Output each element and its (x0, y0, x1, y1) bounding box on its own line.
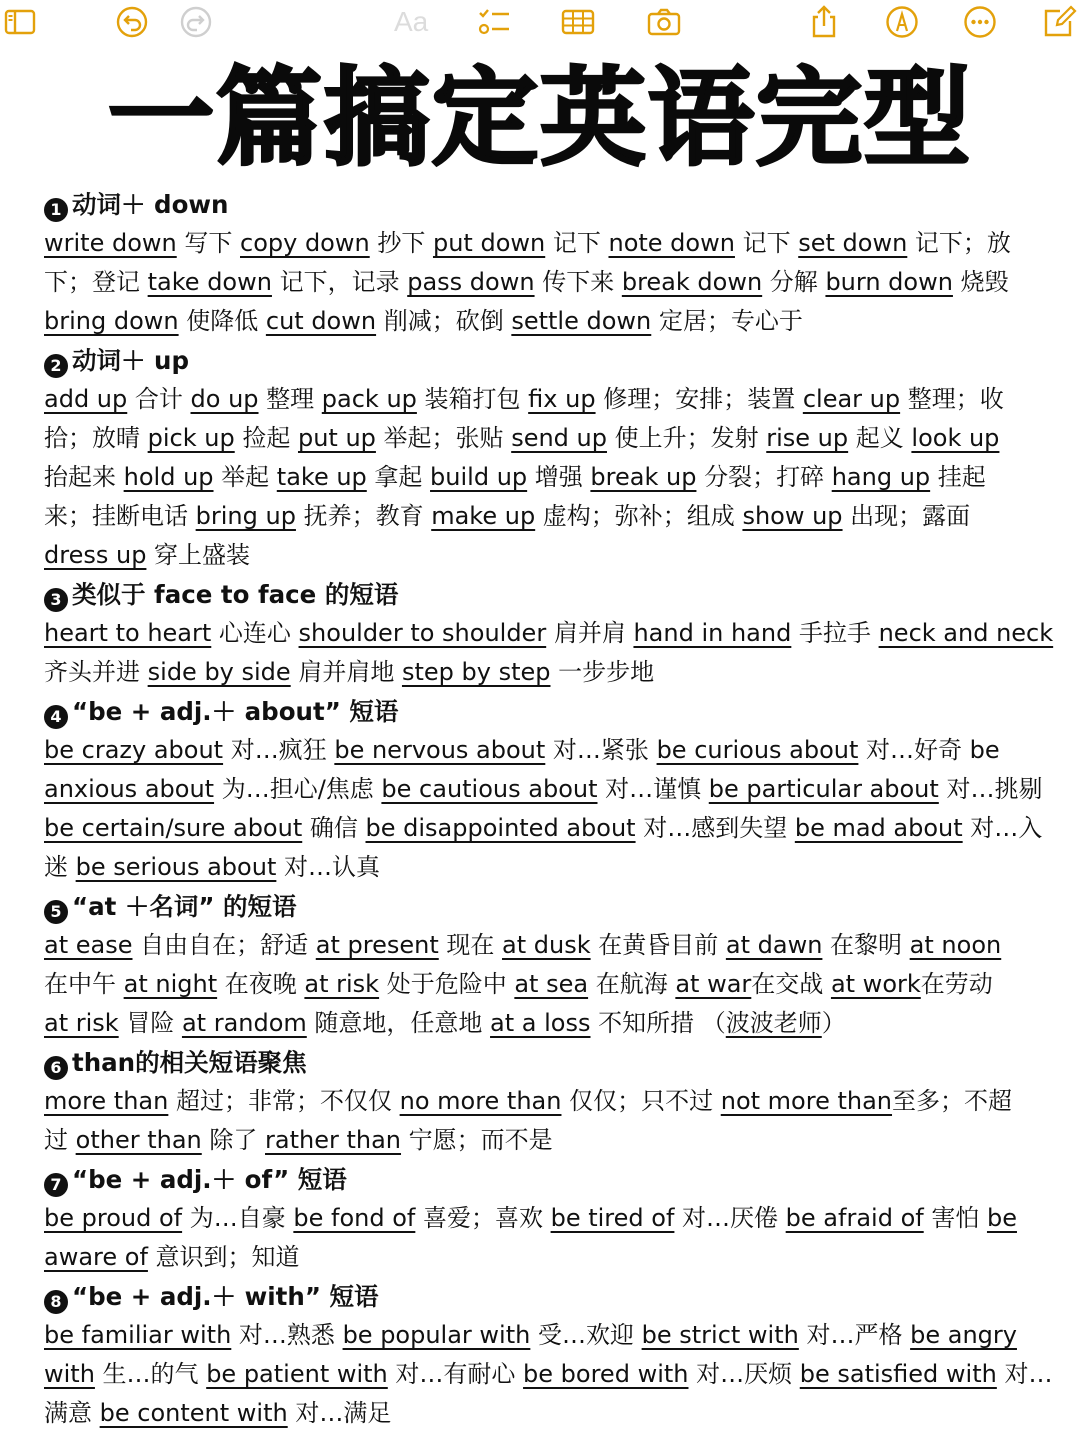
phrase-meaning: 齐头并进 (44, 658, 148, 686)
phrase-line (44, 809, 1044, 848)
phrase-term: take down (147, 268, 272, 296)
phrase-meaning: 为…自豪 (182, 1204, 294, 1232)
phrase-term: at sea (514, 970, 589, 998)
phrase-meaning: 除了 (201, 1126, 266, 1154)
phrase-line (44, 1004, 1044, 1043)
phrase-meaning: 记下 (734, 229, 799, 257)
undo-icon[interactable] (114, 4, 150, 40)
phrase-term: at war (675, 970, 752, 998)
phrase-term: be tired of (550, 1204, 675, 1232)
phrase-meaning: 传下来 (534, 268, 622, 296)
section-heading-text: “be + adj.＋ with” 短语 (72, 1282, 379, 1311)
phrase-meaning: ） (821, 1009, 846, 1037)
phrase-meaning: 喜爱；喜欢 (415, 1204, 551, 1232)
phrase-term: rather than (265, 1126, 402, 1154)
phrase-term: clear up (802, 385, 901, 413)
phrase-meaning: 对…熟悉 (231, 1321, 343, 1349)
phrase-meaning: 抚养；教育 (295, 502, 432, 530)
section-heading (44, 1277, 1044, 1316)
notes-toolbar (0, 0, 1080, 46)
phrase-term: 波波老师 (725, 1009, 822, 1037)
phrase-term: burn down (825, 268, 953, 296)
phrase-meaning: 记下；放 (907, 229, 1011, 257)
phrase-meaning: 抬起来 (44, 463, 124, 491)
phrase-meaning: 整理 (258, 385, 322, 413)
phrase-term: hang up (831, 463, 931, 491)
phrase-term: hand in hand (633, 619, 792, 647)
phrase-term: break up (590, 463, 697, 491)
phrase-meaning: 在中午 (44, 970, 124, 998)
phrase-term: be fond of (293, 1204, 416, 1232)
phrase-meaning: 一步步地 (550, 658, 655, 686)
phrase-meaning: 不知所措 （ (590, 1009, 726, 1037)
phrase-line (44, 653, 1044, 692)
phrase-term: bring down (44, 307, 179, 335)
phrase-term: at dusk (502, 931, 591, 959)
phrase-line (44, 1394, 1044, 1433)
phrase-meaning: 在黄昏目前 (590, 931, 726, 959)
phrase-term: look up (911, 424, 1000, 452)
phrase-term: at a loss (490, 1009, 591, 1037)
phrase-meaning: 冒险 (118, 1009, 182, 1037)
phrase-meaning: 削减；砍倒 (376, 307, 512, 335)
phrase-meaning: 在交战 (751, 970, 831, 998)
section-heading-text: “at ＋名词” 的短语 (72, 892, 297, 921)
phrase-term: no more than (399, 1087, 562, 1115)
phrase-term: build up (430, 463, 528, 491)
phrase-meaning: 迷 (44, 853, 76, 881)
phrase-meaning: 举起 (213, 463, 277, 491)
phrase-line (44, 965, 1044, 1004)
phrase-term: rise up (766, 424, 849, 452)
sidebar-icon[interactable] (2, 4, 38, 40)
section-heading-text: 动词＋ up (72, 346, 190, 375)
phrase-meaning: 在黎明 (822, 931, 910, 959)
phrase-meaning: 对…紧张 (545, 736, 657, 764)
phrase-term: at dawn (725, 931, 823, 959)
phrase-term: aware of (44, 1243, 148, 1271)
section-heading (44, 575, 1044, 614)
section-heading (44, 1043, 1044, 1082)
phrase-term: with (44, 1360, 95, 1388)
phrase-term: make up (431, 502, 536, 530)
phrase-term: at present (315, 931, 439, 959)
phrase-meaning: 生…的气 (94, 1360, 207, 1388)
phrase-term: write down (44, 229, 177, 257)
phrase-meaning: 下；登记 (44, 268, 148, 296)
phrase-term: cut down (265, 307, 377, 335)
phrase-meaning: 抄下 (369, 229, 433, 257)
phrase-term: take up (276, 463, 367, 491)
phrase-line (44, 419, 1044, 458)
phrase-line (44, 614, 1054, 653)
phrase-meaning: 心连心 (211, 619, 299, 647)
phrase-line (44, 770, 1044, 809)
phrase-meaning: 记下，记录 (271, 268, 408, 296)
phrase-meaning: 为…担心/焦虑 (214, 775, 382, 803)
section-heading (44, 692, 1044, 731)
phrase-term: put up (297, 424, 376, 452)
phrase-meaning: 捡起 (234, 424, 298, 452)
section-number-badge: 1 (44, 198, 68, 222)
phrase-meaning: 对…有耐心 (387, 1360, 524, 1388)
phrase-meaning: 虚构；弥补；组成 (535, 502, 743, 530)
phrase-term: be familiar with (44, 1321, 232, 1349)
phrase-meaning: 对…挑剔 (938, 775, 1043, 803)
phrase-term: be content with (99, 1399, 288, 1427)
phrase-meaning: 记下 (545, 229, 609, 257)
phrase-line (44, 536, 1044, 575)
checklist-icon[interactable] (476, 4, 512, 40)
phrase-meaning: 对…谨慎 (597, 775, 709, 803)
phrase-term: be crazy about (44, 736, 224, 764)
phrase-term: pack up (321, 385, 417, 413)
phrase-meaning: 仅仅；只不过 (561, 1087, 721, 1115)
phrase-term: show up (742, 502, 843, 530)
phrase-meaning: 肩并肩地 (290, 658, 402, 686)
phrase-term: add up (44, 385, 128, 413)
phrase-meaning: 使降低 (178, 307, 266, 335)
phrase-term: be patient with (206, 1360, 388, 1388)
phrase-term: be particular about (708, 775, 939, 803)
phrase-meaning: 在航海 (588, 970, 676, 998)
phrase-meaning: 挂起 (930, 463, 986, 491)
phrase-meaning: 至多；不超 (892, 1087, 1013, 1115)
phrase-meaning: 分裂；打碎 (696, 463, 832, 491)
phrase-term: be serious about (75, 853, 277, 881)
phrase-term: step by step (401, 658, 551, 686)
phrase-term: be nervous about (334, 736, 546, 764)
phrase-term: be (986, 1204, 1017, 1232)
phrase-meaning: 穿上盛装 (146, 541, 251, 569)
phrase-meaning: 对… (996, 1360, 1053, 1388)
phrase-meaning: 起义 (848, 424, 912, 452)
phrase-meaning: 修理；安排；装置 (595, 385, 803, 413)
phrase-meaning: 拾；放晴 (44, 424, 148, 452)
phrase-meaning: 出现；露面 (842, 502, 971, 530)
phrase-meaning: 举起；张贴 (375, 424, 512, 452)
phrase-term: be strict with (641, 1321, 799, 1349)
phrase-term: hold up (123, 463, 214, 491)
phrase-term: be angry (910, 1321, 1017, 1349)
phrase-meaning: 对…认真 (276, 853, 380, 881)
phrase-term: copy down (240, 229, 370, 257)
compose-icon[interactable] (1042, 4, 1078, 40)
phrase-meaning: 意识到；知道 (147, 1243, 300, 1271)
phrase-meaning: 对…厌烦 (688, 1360, 800, 1388)
phrase-term: be mad about (794, 814, 963, 842)
phrase-term: at ease (44, 931, 133, 959)
note-body[interactable] (44, 185, 1054, 1433)
phrase-meaning: 对…疯狂 (223, 736, 335, 764)
share-icon[interactable] (806, 4, 842, 40)
phrase-meaning: 定居；专心于 (651, 307, 803, 335)
phrase-term: be curious about (656, 736, 859, 764)
phrase-line (44, 1316, 1044, 1355)
phrase-term: be disappointed about (365, 814, 636, 842)
section-heading-text: “be + adj.＋ of” 短语 (72, 1165, 347, 1194)
section-number-badge: 2 (44, 354, 68, 378)
phrase-meaning: 害怕 (923, 1204, 987, 1232)
phrase-line (44, 1199, 1044, 1238)
phrase-meaning: 在劳动 (920, 970, 993, 998)
phrase-meaning: 对…厌倦 (674, 1204, 786, 1232)
phrase-meaning: 宁愿；而不是 (401, 1126, 553, 1154)
phrase-line (44, 497, 1044, 536)
redo-icon[interactable] (178, 4, 214, 40)
phrase-term: side by side (147, 658, 291, 686)
section-number-badge: 7 (44, 1173, 68, 1197)
phrase-meaning: 确信 (302, 814, 366, 842)
phrase-meaning: 合计 (127, 385, 191, 413)
phrase-meaning: 自由自在；舒适 (132, 931, 316, 959)
more-icon[interactable] (962, 4, 998, 40)
section-heading-text: 类似于 face to face 的短语 (72, 580, 399, 609)
page-title: 一篇搞定英语完型 (108, 57, 972, 180)
section-heading-text: than的相关短语聚焦 (72, 1048, 307, 1077)
phrase-meaning: 随意地，任意地 (306, 1009, 491, 1037)
phrase-term: be bored with (523, 1360, 689, 1388)
phrase-meaning: 肩并肩 (546, 619, 634, 647)
phrase-line (44, 1121, 1044, 1160)
phrase-term: other than (75, 1126, 202, 1154)
section-number-badge: 5 (44, 900, 68, 924)
phrase-line (44, 731, 1044, 770)
phrase-term: be satisfied with (799, 1360, 997, 1388)
phrase-term: be certain/sure about (44, 814, 303, 842)
phrase-line (44, 1082, 1044, 1121)
phrase-term: at random (181, 1009, 307, 1037)
phrase-term: set down (798, 229, 908, 257)
phrase-term: neck and neck (878, 619, 1054, 647)
section-heading (44, 185, 1044, 224)
phrase-meaning: 现在 (438, 931, 503, 959)
section-heading-text: “be + adj.＋ about” 短语 (72, 697, 399, 726)
phrase-term: at risk (44, 1009, 119, 1037)
phrase-term: at risk (304, 970, 380, 998)
phrase-meaning: 写下 (176, 229, 240, 257)
section-heading (44, 1160, 1044, 1199)
camera-icon[interactable] (646, 4, 682, 40)
phrase-term: more than (44, 1087, 169, 1115)
section-number-badge: 8 (44, 1290, 68, 1314)
phrase-meaning: 对…入 (962, 814, 1043, 842)
phrase-term: heart to heart (44, 619, 212, 647)
phrase-line (44, 458, 1044, 497)
phrase-term: at work (830, 970, 921, 998)
phrase-term: at night (123, 970, 218, 998)
phrase-term: do up (190, 385, 259, 413)
phrase-line (44, 380, 1044, 419)
phrase-term: dress up (44, 541, 147, 569)
phrase-term: put down (432, 229, 546, 257)
phrase-meaning: 在夜晚 (217, 970, 305, 998)
phrase-term: be afraid of (785, 1204, 924, 1232)
phrase-meaning: 烧毁 (952, 268, 1009, 296)
phrase-term: be popular with (342, 1321, 531, 1349)
table-icon[interactable] (560, 4, 596, 40)
phrase-line (44, 302, 1044, 341)
phrase-term: be proud of (44, 1204, 183, 1232)
phrase-term: at noon (909, 931, 1002, 959)
section-number-badge: 4 (44, 705, 68, 729)
phrase-meaning: 整理；收 (900, 385, 1004, 413)
phrase-meaning: 处于危险中 (379, 970, 515, 998)
phrase-line (44, 1355, 1053, 1394)
phrase-meaning: 手拉手 (791, 619, 879, 647)
phrase-meaning: 使上升；发射 (606, 424, 767, 452)
phrase-line (44, 926, 1044, 965)
phrase-term: pick up (147, 424, 235, 452)
phrase-term: break down (621, 268, 763, 296)
phrase-meaning: 对…严格 (798, 1321, 911, 1349)
section-number-badge: 6 (44, 1056, 68, 1080)
phrase-line (44, 263, 1044, 302)
phrase-meaning: 增强 (527, 463, 591, 491)
phrase-meaning: 超过；非常；不仅仅 (168, 1087, 400, 1115)
phrase-term: settle down (511, 307, 652, 335)
phrase-term: be cautious about (381, 775, 598, 803)
phrase-line (44, 848, 1044, 887)
phrase-term: note down (608, 229, 735, 257)
phrase-term: send up (511, 424, 607, 452)
section-heading-text: 动词＋ down (72, 190, 229, 219)
phrase-meaning: 受…欢迎 (530, 1321, 642, 1349)
phrase-meaning: 来；挂断电话 (44, 502, 196, 530)
phrase-term: pass down (407, 268, 535, 296)
phrase-line (44, 1238, 1044, 1277)
phrase-term: fix up (528, 385, 596, 413)
phrase-meaning: 满意 (44, 1399, 100, 1427)
phrase-term: anxious about (44, 775, 215, 803)
section-heading (44, 887, 1044, 926)
section-heading (44, 341, 1044, 380)
format-text-button[interactable]: Aa (394, 6, 429, 37)
phrase-meaning: 分解 (762, 268, 826, 296)
phrase-meaning: 对…感到失望 (635, 814, 795, 842)
phrase-meaning: 对…好奇 be (858, 736, 1000, 764)
phrase-line (44, 224, 1044, 263)
phrase-meaning: 过 (44, 1126, 76, 1154)
phrase-term: not more than (720, 1087, 893, 1115)
section-number-badge: 3 (44, 588, 68, 612)
phrase-meaning: 对…满足 (287, 1399, 392, 1427)
phrase-term: shoulder to shoulder (298, 619, 547, 647)
markup-pen-icon[interactable] (884, 4, 920, 40)
phrase-meaning: 装箱打包 (416, 385, 529, 413)
phrase-meaning: 拿起 (366, 463, 431, 491)
phrase-term: bring up (195, 502, 296, 530)
